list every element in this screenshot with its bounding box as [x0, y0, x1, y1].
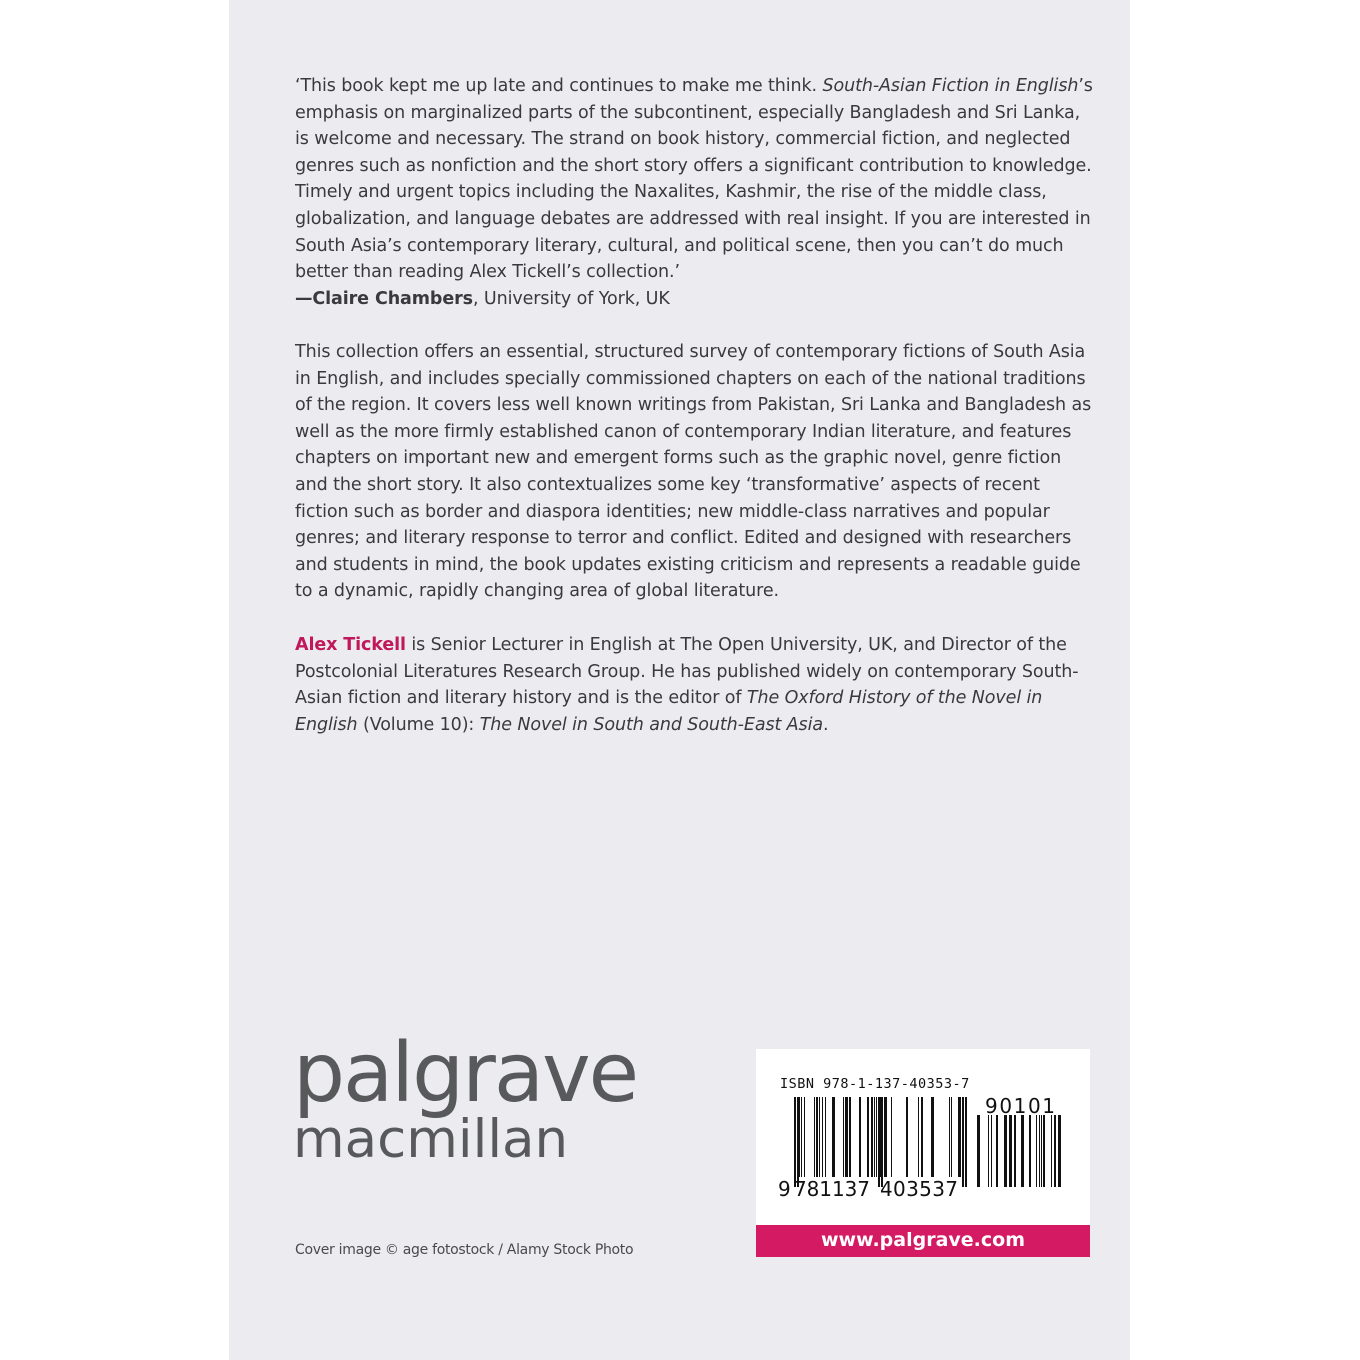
barcode-bar: [849, 1097, 851, 1177]
barcode-bar: [906, 1097, 908, 1177]
bio-work-title-1: The Oxford History of the Novel in English: [295, 688, 1043, 735]
attribution-dash: —: [295, 288, 313, 309]
barcode-bar: [1054, 1115, 1056, 1187]
barcode-bar: [814, 1097, 815, 1177]
barcode-guard-bar: [797, 1097, 799, 1187]
barcode-bar: [931, 1097, 934, 1177]
barcode-bar: [949, 1097, 950, 1177]
publisher-logo: [293, 1026, 638, 1170]
barcode-bar: [801, 1097, 802, 1177]
review-quote: [295, 73, 1095, 312]
barcode-bar: [891, 1097, 892, 1177]
reviewer-name: Claire Chambers: [312, 288, 473, 309]
bio-work-title-2: The Novel in South and South-East Asia: [479, 714, 823, 735]
barcode-bar: [1014, 1115, 1016, 1187]
ean13-bars: [794, 1097, 967, 1187]
barcode-bar: [859, 1097, 861, 1177]
quote-opening: ‘This book kept me up late and continues to make me think.: [295, 76, 823, 96]
isbn-label: ISBN 978-1-137-40353-7: [780, 1076, 970, 1092]
barcode-bar: [958, 1097, 961, 1177]
author-bio: [295, 632, 1095, 738]
barcode-digits-group-2: 403537: [880, 1177, 958, 1201]
barcode-bar: [843, 1097, 844, 1177]
barcode-digits-group-1: 781137: [794, 1177, 870, 1201]
barcode-bar: [921, 1097, 923, 1177]
barcode-bar: [867, 1097, 869, 1177]
barcode-guard-bar: [881, 1097, 883, 1187]
barcode-bar: [871, 1097, 873, 1177]
barcode-bar: [1004, 1115, 1007, 1187]
barcode-bar: [845, 1097, 848, 1177]
barcode-bar: [1051, 1115, 1052, 1187]
barcode-bar: [1029, 1115, 1031, 1187]
barcode-bar: [874, 1097, 875, 1177]
price-addon-bars: [977, 1115, 1061, 1187]
logo-line-macmillan: macmillan: [293, 1109, 569, 1170]
barcode-bar: [1039, 1115, 1040, 1187]
barcode-guard-bar: [965, 1097, 967, 1187]
barcode-bar: [804, 1097, 805, 1177]
author-name: Alex Tickell: [295, 635, 406, 655]
bio-text-1: is Senior Lecturer in English at The Open University, UK, and Director of the Postcolonial Literatures Research Group. He has published widely on contemporary South-Asian fiction and literary history and is the editor of: [295, 635, 1079, 709]
bio-text-2: (Volume 10):: [357, 714, 480, 735]
barcode-bar: [884, 1097, 887, 1177]
barcode-bar: [816, 1097, 818, 1177]
barcode-bar: [825, 1097, 826, 1177]
reviewer-affiliation: , University of York, UK: [472, 288, 670, 309]
barcode-guard-bar: [794, 1097, 796, 1187]
barcode-bar: [988, 1115, 989, 1187]
barcode-bar: [1041, 1115, 1042, 1187]
back-cover: [229, 0, 1130, 1360]
cover-image-credit: Cover image © age fotostock / Alamy Stock Photo: [295, 1242, 634, 1258]
barcode-first-digit: 9: [778, 1177, 791, 1201]
barcode-guard-bar: [962, 1097, 964, 1187]
barcode-bar: [996, 1115, 998, 1187]
barcode-bar: [1021, 1115, 1024, 1187]
barcode-graphic: [756, 1049, 1090, 1225]
book-description: [295, 339, 1095, 605]
barcode-bar: [822, 1097, 823, 1177]
quote-body: ’s emphasis on marginalized parts of the subcontinent, especially Bangladesh and Sri Lanka, is welcome and necessary. The strand on book history, commercial fiction, and neglected genres such as nonfiction and the short story offers a significant contribution to knowledge. Timely and urgent topics including the Naxalites, Kashmir, the rise of the middle class, globalization, and language debates are addressed with real insight. If you are interested in South Asia’s contemporary literary, cultural, and political scene, then you can’t do much better than reading Alex Tickell’s collection.’: [295, 76, 1093, 283]
barcode-bar: [951, 1097, 952, 1177]
barcode-bar: [1009, 1115, 1012, 1187]
barcode-bar: [1043, 1115, 1045, 1187]
barcode-guard-bar: [878, 1097, 880, 1187]
quoted-book-title: South-Asian Fiction in English: [822, 76, 1079, 96]
barcode-bar: [1036, 1115, 1037, 1187]
barcode-bar: [991, 1115, 992, 1187]
description-text: This collection offers an essential, structured survey of contemporary fictions of South Asia in English, and includes specially commissioned chapters on each of the national traditions of the region. It covers less well known writings from Pakistan, Sri Lanka and Bangladesh as well as the more firmly established canon of contemporary Indian literature, and features chapters on important new and emergent forms such as the graphic novel, genre fiction and the short story. It also contextualizes some key ‘transformative’ aspects of recent fiction such as border and diaspora identities; new middle-class narratives and popular genres; and literary response to terror and conflict. Edited and designed with researchers and students in mind, the book updates existing criticism and represents a readable guide to a dynamic, rapidly changing area of global literature.: [295, 342, 1092, 602]
barcode-price-code: 90101: [985, 1094, 1055, 1118]
logo-line-palgrave: palgrave: [293, 1026, 638, 1121]
barcode-bar: [832, 1097, 835, 1177]
barcode-bar: [918, 1097, 919, 1177]
barcode-bar: [1058, 1115, 1061, 1187]
barcode-bar: [876, 1097, 877, 1177]
quote-attribution: [295, 286, 1095, 313]
barcode-bar: [977, 1115, 980, 1187]
barcode-bar: [819, 1097, 820, 1177]
isbn-barcode-panel: [756, 1049, 1090, 1225]
publisher-website[interactable]: www.palgrave.com: [756, 1225, 1090, 1257]
bio-text-3: .: [822, 714, 829, 735]
